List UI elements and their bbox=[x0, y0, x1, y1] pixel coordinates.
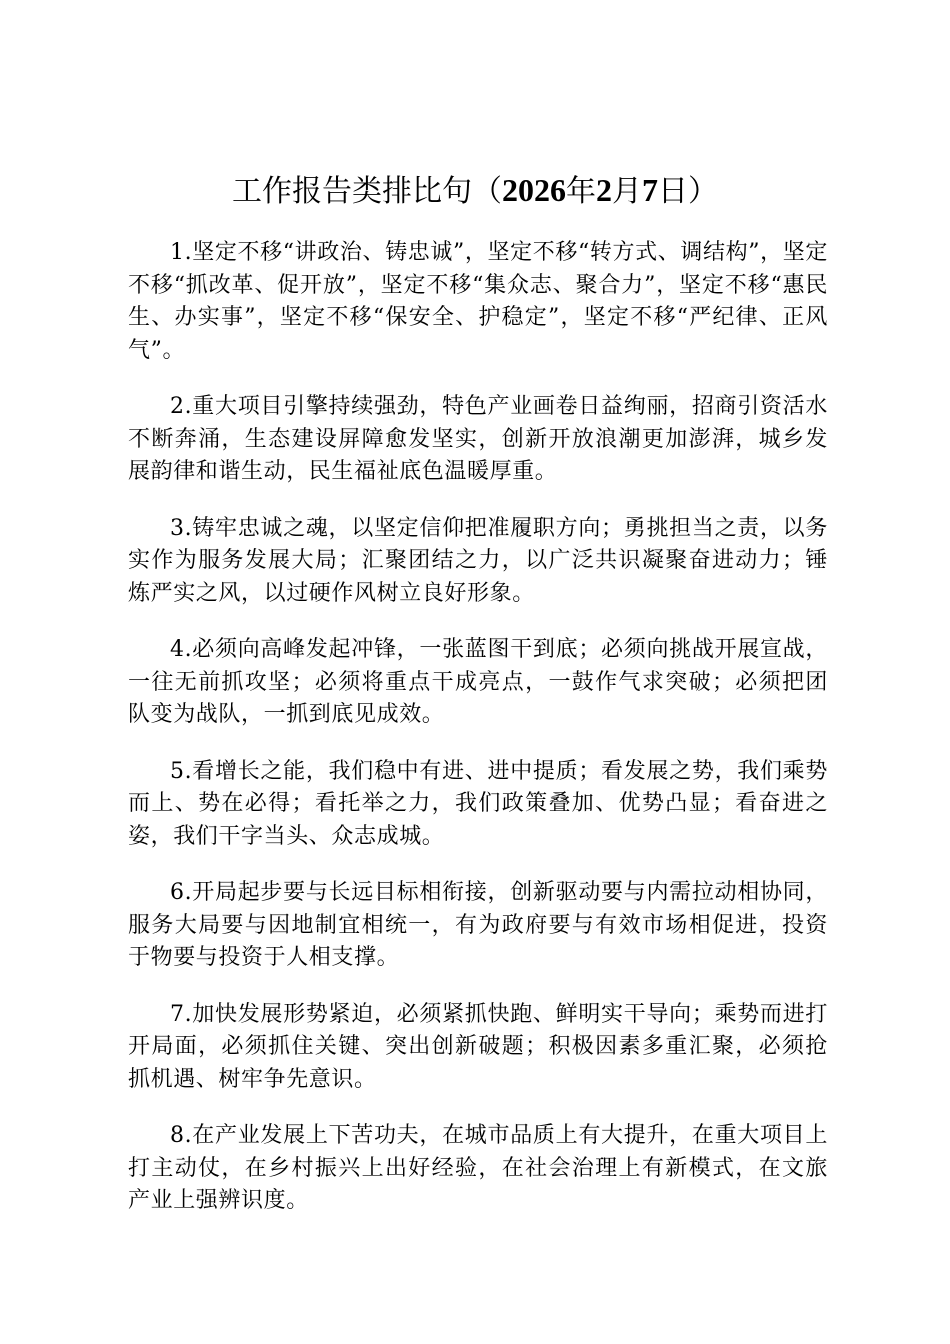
paragraph-8: 8.在产业发展上下苦功夫，在城市品质上有大提升，在重大项目上打主动仗，在乡村振兴上出好经验，在社会治理上有新模式，在文旅产业上强辨识度。 bbox=[128, 1123, 828, 1213]
document-title bbox=[0, 168, 950, 214]
paragraph-3: 3.铸牢忠诚之魂，以坚定信仰把准履职方向；勇挑担当之责，以务实作为服务发展大局；汇聚团结之力，以广泛共识凝聚奋进动力；锤炼严实之风，以过硬作风树立良好形象。 bbox=[128, 515, 828, 606]
title-year-char: 年 bbox=[566, 174, 596, 209]
paragraph-5: 5.看增长之能，我们稳中有进、进中提质；看发展之势，我们乘势而上、势在必得；看托举之力，我们政策叠加、优势凸显；看奋进之姿，我们干字当头、众志成城。 bbox=[128, 758, 828, 849]
paragraph-4: 4.必须向高峰发起冲锋，一张蓝图干到底；必须向挑战开展宣战，一往无前抓攻坚；必须将重点干成亮点，一鼓作气求突破；必须把团队变为战队，一抓到底见成效。 bbox=[128, 637, 828, 727]
title-day: 7 bbox=[642, 172, 658, 208]
paragraph-2: 2.重大项目引擎持续强劲，特色产业画卷日益绚丽，招商引资活水不断奔涌，生态建设屏障愈发坚实，创新开放浪潮更加澎湃，城乡发展韵律和谐生动，民生福祉底色温暖厚重。 bbox=[128, 394, 828, 484]
title-month-char: 月 bbox=[612, 174, 642, 209]
document-body bbox=[128, 237, 828, 1242]
paragraph-6: 6.开局起步要与长远目标相衔接，创新驱动要与内需拉动相协同，服务大局要与因地制宜相统一，有为政府要与有效市场相促进，投资于物要与投资于人相支撑。 bbox=[128, 880, 828, 970]
title-year: 2026 bbox=[502, 172, 566, 208]
paragraph-1: 1.坚定不移“讲政治、铸忠诚”，坚定不移“转方式、调结构”，坚定不移“抓改革、促开放”，坚定不移“集众志、聚合力”，坚定不移“惠民生、办实事”，坚定不移“保安全、护稳定”，坚定不移“严纪律、正风气”。 bbox=[128, 240, 828, 363]
paragraph-7: 7.加快发展形势紧迫，必须紧抓快跑、鲜明实干导向；乘势而进打开局面，必须抓住关键、突出创新破题；积极因素多重汇聚，必须抢抓机遇、树牢争先意识。 bbox=[128, 1001, 828, 1092]
title-prefix: 工作报告类排比句（ bbox=[232, 174, 502, 209]
title-month: 2 bbox=[596, 172, 612, 208]
title-suffix: 日） bbox=[658, 174, 718, 209]
